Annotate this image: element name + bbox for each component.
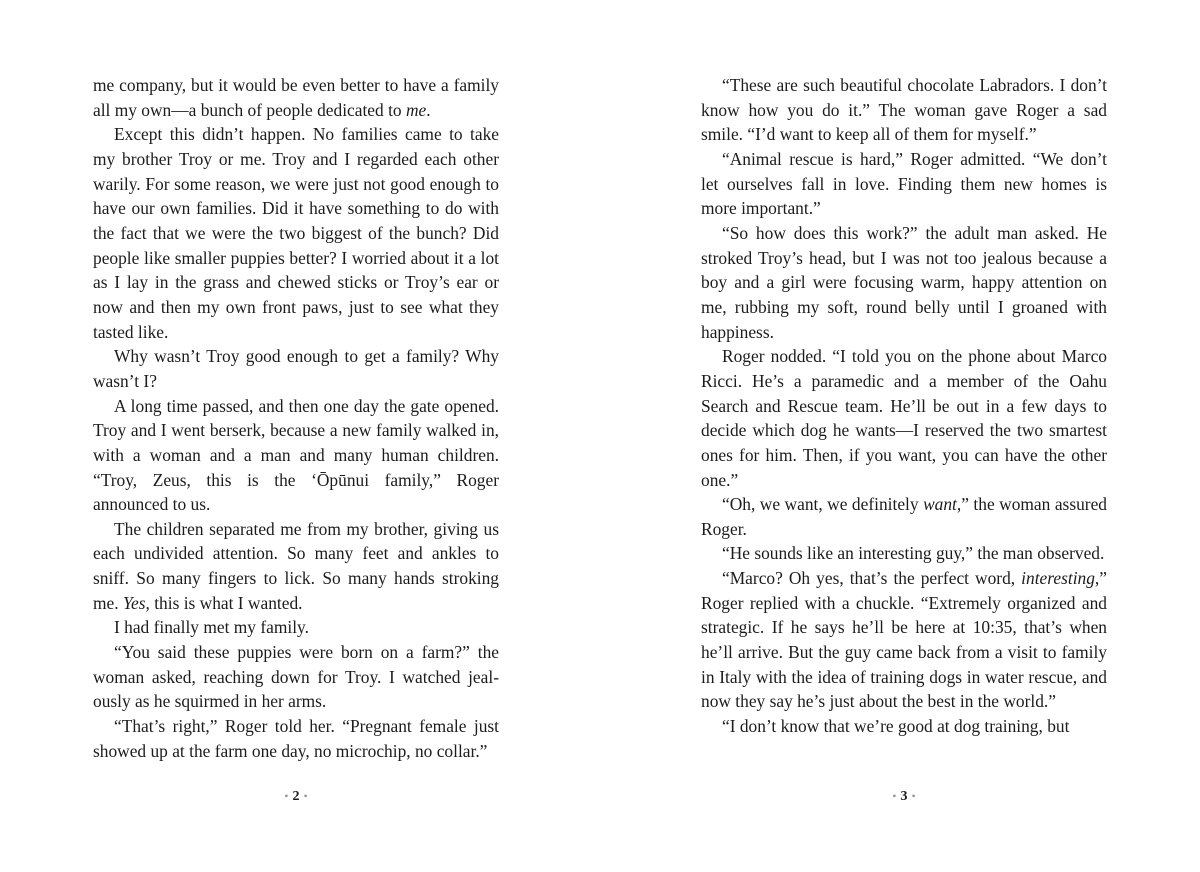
text-run: “You said these puppies were born on a farm?” the woman asked, reaching down for Troy. I watched jealously as he squirmed in her arms.: [93, 642, 499, 712]
paragraph: [93, 517, 499, 616]
text-run: “So how does this work?” the adult man asked. He stroked Troy’s head, but I was not too jealous because a boy and a girl were focusing warm, happy attention on me, rubbing my soft, round belly until I groaned with happiness.: [701, 222, 1107, 342]
italic-text: interesting: [1021, 568, 1095, 589]
page-number-text: 2: [292, 789, 300, 804]
text-run: “Oh, we want, we definitely: [722, 494, 924, 515]
ornament-dot: •: [911, 789, 916, 803]
paragraph: [93, 640, 499, 714]
paragraph: [701, 541, 1107, 566]
italic-text: Yes,: [122, 592, 150, 613]
text-run: this is what I wanted.: [149, 592, 303, 613]
paragraph: [701, 566, 1107, 714]
paragraph: [93, 122, 499, 344]
text-run: .: [426, 99, 431, 120]
paragraph: [93, 714, 499, 763]
paragraph: [701, 147, 1107, 221]
ornament-dot: •: [303, 789, 308, 803]
text-run: “That’s right,” Roger told her. “Pregnant female just showed up at the farm one day, no microchip, no collar.”: [93, 716, 499, 761]
text-run: “I don’t know that we’re good at dog training, but: [722, 716, 1070, 737]
italic-text: want: [923, 494, 957, 515]
text-run: The children separated me from my brother, giving us each undivided attention. So many feet and ankles to sniff. So many fingers to lick. So many hands stroking me.: [93, 518, 499, 613]
text-run: Roger nodded. “I told you on the phone about Marco Ricci. He’s a paramedic and a member of the Oahu Search and Rescue team. He’ll be out in a few days to decide which dog he wants—I reserved the two smartest ones for him. Then, if you want, you can have the other one.”: [701, 346, 1107, 490]
text-run: me company, but it would be even better to have a family all my own—a bunch of people dedicated to: [93, 75, 499, 120]
paragraph: [701, 221, 1107, 344]
text-run: A long time passed, and then one day the gate opened. Troy and I went berserk, because a new family walked in, with a woman and a man and many human children. “Troy, Zeus, this is the ‘Ōpūnui family,” Roger announced to us.: [93, 395, 499, 515]
paragraph: [93, 344, 499, 393]
text-run: “He sounds like an interesting guy,” the man observed.: [722, 543, 1105, 564]
text-run: Except this didn’t happen. No families came to take my brother Troy or me. Troy and I regarded each other warily. For some reason, we were just not good enough to have our own families. Did it have something to do with the fact that we were the two biggest of the bunch? Did people like smaller puppies better? I worried about it a lot as I lay in the grass and chewed sticks or Troy’s ear or now and then my own front paws, just to see what they tasted like.: [93, 124, 499, 342]
paragraph: [701, 344, 1107, 492]
text-run: Why wasn’t Troy good enough to get a family? Why wasn’t I?: [93, 346, 499, 391]
paragraph: [701, 492, 1107, 541]
paragraph: [701, 714, 1107, 739]
text-run: “Animal rescue is hard,” Roger admitted. “We don’t let ourselves fall in love. Finding them new homes is more important.”: [701, 148, 1107, 219]
right-page-number: [701, 789, 1107, 805]
text-run: ,” Roger replied with a chuckle. “Extremely organized and strategic. If he says he’ll be here at 10:35, that’s when he’ll arrive. But the guy came back from a visit to family in Italy with the idea of training dogs in water rescue, and now they say he’s just about the best in the world.”: [701, 568, 1107, 712]
paragraph: [93, 615, 499, 640]
left-page: [93, 73, 499, 763]
paragraph: [93, 394, 499, 517]
left-page-text: [93, 73, 499, 763]
text-run: ,” the woman assured Roger.: [701, 494, 1107, 539]
left-page-number: [93, 789, 499, 805]
paragraph: [93, 73, 499, 122]
text-run: “These are such beautiful chocolate Labradors. I don’t know how you do it.” The woman gave Roger a sad smile. “I’d want to keep all of them for myself.”: [701, 75, 1107, 145]
right-page: [701, 73, 1107, 739]
page-number-text: 3: [900, 789, 908, 804]
text-run: I had finally met my family.: [114, 617, 309, 638]
paragraph: [701, 73, 1107, 147]
right-page-text: [701, 73, 1107, 739]
ornament-dot: •: [892, 789, 897, 803]
text-run: “Marco? Oh yes, that’s the perfect word,: [722, 568, 1022, 589]
ornament-dot: •: [284, 789, 289, 803]
italic-text: me: [405, 99, 427, 120]
